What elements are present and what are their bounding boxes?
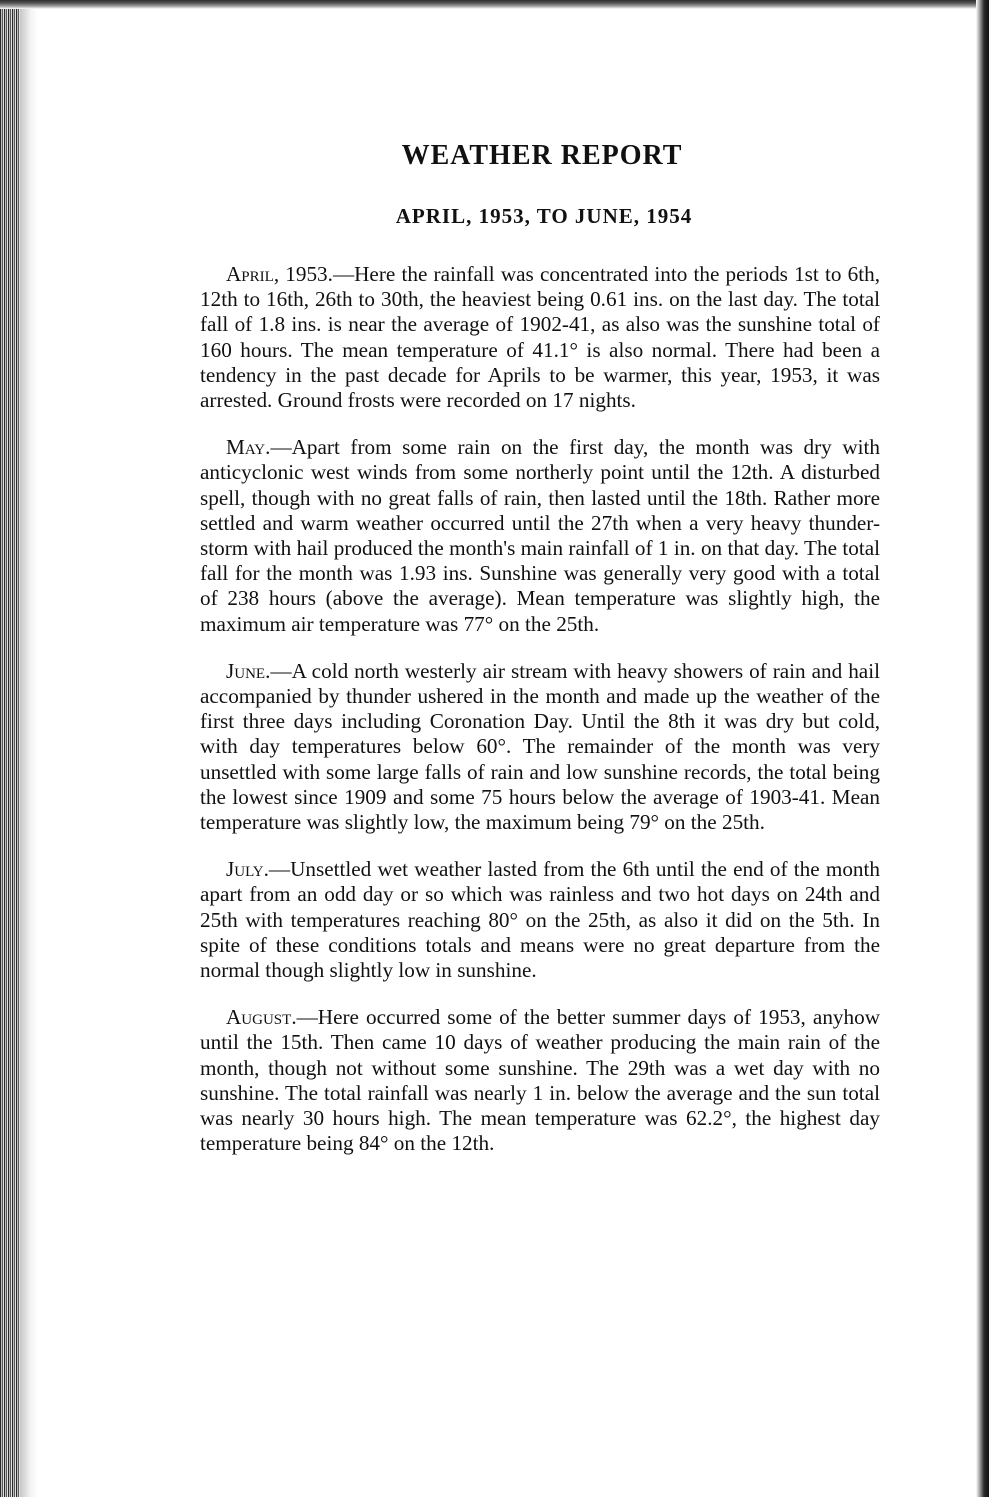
page-title: WEATHER REPORT bbox=[401, 140, 683, 171]
section-text: .—Unsettled wet weather lasted from the 6th until the end of the month apart from an odd day or so which was rainless and two hot days on 24th and 25th with temperatures reaching 80° on the 25th, as also it did on the 5th. In spite of these conditions totals and means were no great departure from the normal though slightly low in sunshine. bbox=[200, 857, 880, 983]
section-text: , 1953.—Here the rainfall was concentrated into the periods 1st to 6th, 12th to 16th, 26th to 30th, the heaviest being 0.61 ins. on the last day. The total fall of 1.8 ins. is near the average of 1902-41, as also was the sunshine total of 160 hours. The mean temperature of 41.1° is also normal. There had been a tendency in the past decade for Aprils to be warmer, this year, 1953, it was arrested. Ground frosts were recorded on 17 nights. bbox=[200, 262, 880, 413]
section-heading: May bbox=[226, 435, 266, 460]
scan-right-edge bbox=[976, 0, 989, 1497]
document-page bbox=[200, 140, 880, 1179]
section-text: .—Here occurred some of the better summer days of 1953, anyhow until the 15th. Then came 10 days of weather producing the main rain of the month, though not without some sunshine. The 29th was a wet day with no sunshine. The total rainfall was nearly 1 in. below the average and the sun total was nearly 30 hours high. The mean temperature was 62.2°, the highest day temperature being 84° on the 12th. bbox=[200, 1005, 880, 1156]
scan-top-edge bbox=[0, 0, 989, 9]
section-heading: August bbox=[226, 1005, 292, 1030]
section-august bbox=[200, 1005, 880, 1156]
section-heading: July bbox=[226, 857, 264, 882]
section-heading: April bbox=[226, 262, 274, 286]
section-may bbox=[200, 435, 880, 637]
section-text: .—A cold north westerly air stream with heavy showers of rain and hail accompanied by thunder ushered in the month and made up the weather of the first three days including Coronation Day. Until the 8th it was dry but cold, with day temperatures below 60°. The remainder of the month was very unsettled with some large falls of rain and low sunshine records, the total being the lowest since 1909 and some 75 hours below the average of 1903-41. Mean temperature was slightly low, the maximum being 79° on the 25th. bbox=[200, 658, 880, 835]
section-june bbox=[200, 659, 880, 835]
scan-binding-edge bbox=[0, 0, 20, 1497]
section-heading: June bbox=[226, 658, 266, 683]
section-april bbox=[200, 262, 880, 413]
scan-binding-shadow bbox=[20, 0, 38, 1497]
section-text: .—Apart from some rain on the first day, the month was dry with anticyclonic west winds from some northerly point until the 12th. A disturbed spell, though with no great falls of rain, then lasted until the 18th. Rather more settled and warm weather occurred until the 27th when a very heavy thunder-storm with hail produced the month's main rainfall of 1 in. on that day. The total fall for the month was 1.93 ins. Sunshine was generally very good with a total of 238 hours (above the average). Mean temperature was slightly high, the maximum air temperature was 77° on the 25th. bbox=[200, 435, 880, 636]
page-subtitle: APRIL, 1953, TO JUNE, 1954 bbox=[395, 204, 693, 228]
section-july bbox=[200, 857, 880, 983]
